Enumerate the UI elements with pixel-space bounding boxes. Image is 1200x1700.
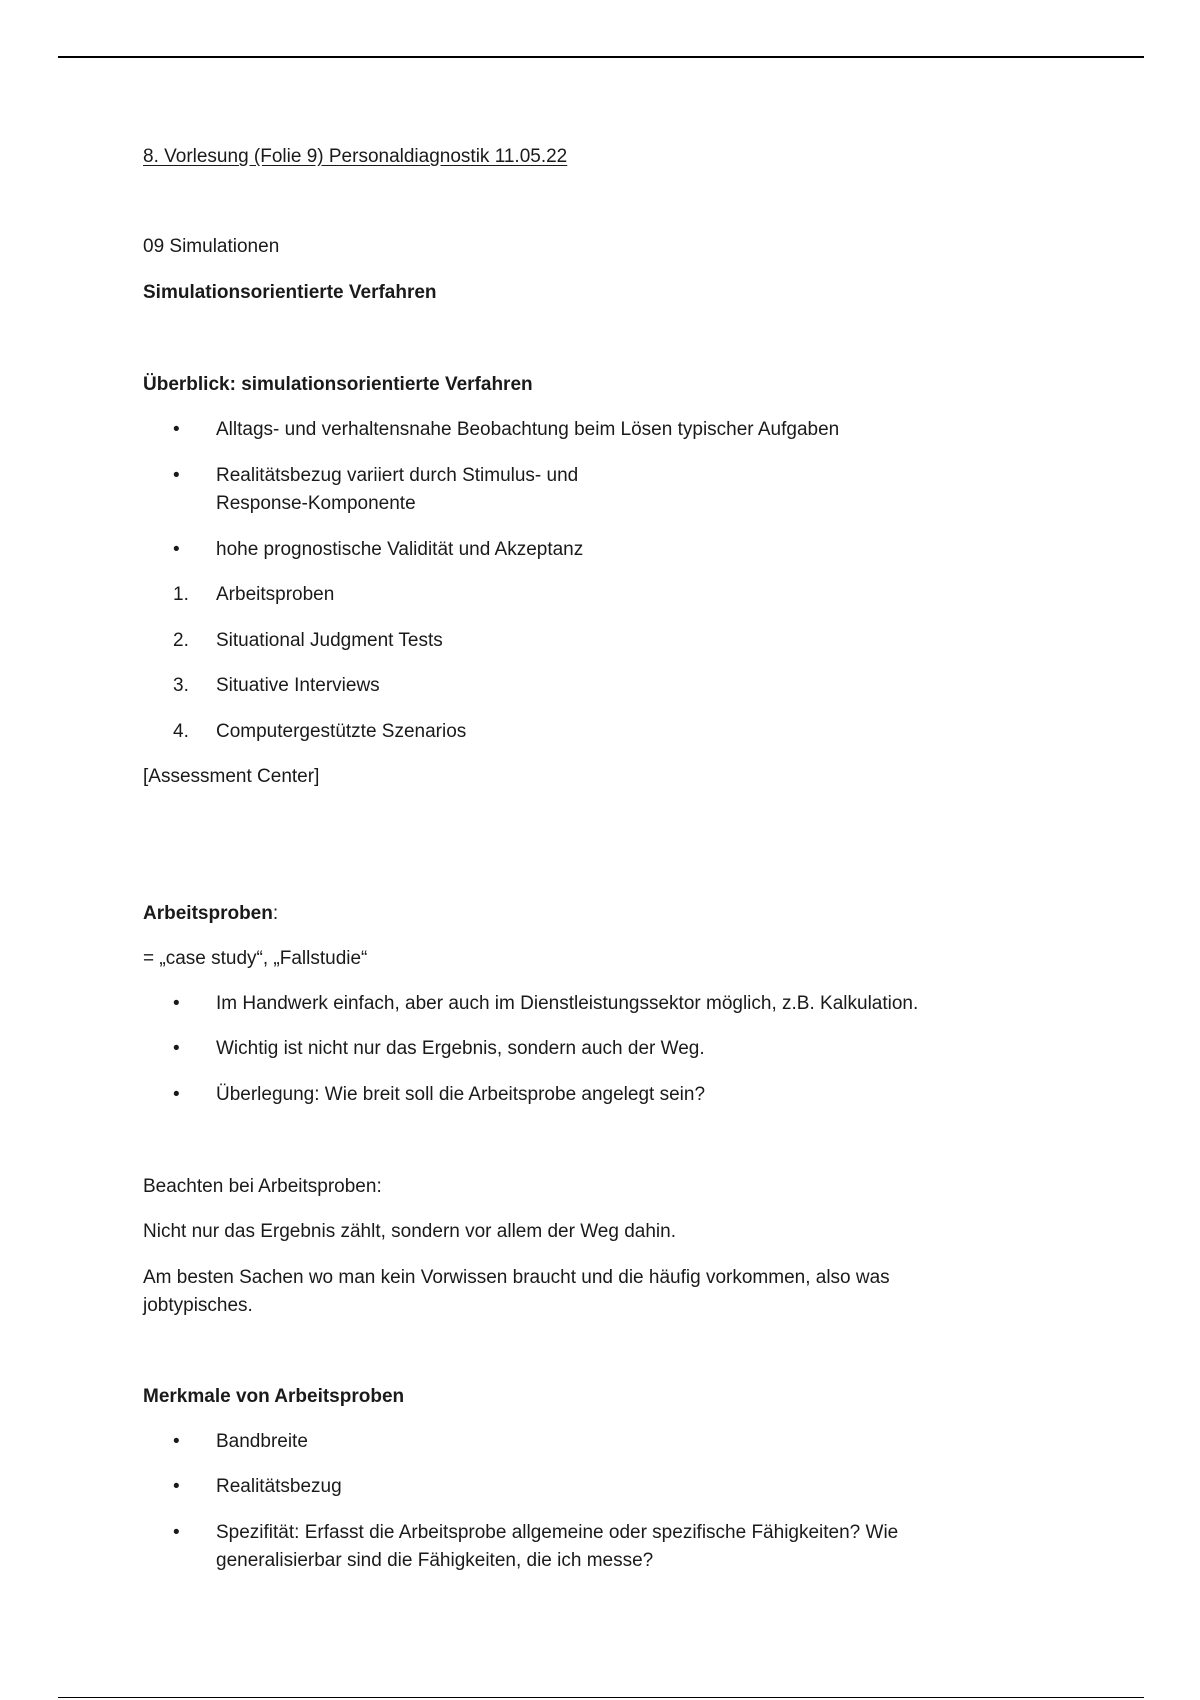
document-title: 8. Vorlesung (Folie 9) Personaldiagnostik 11.05.22 [143,146,568,167]
merkmale-heading: Merkmale von Arbeitsproben [143,1386,405,1407]
bullet-icon: • [173,993,180,1014]
beachten-paragraph: Am besten Sachen wo man kein Vorwissen braucht und die häufig vorkommen, also was [143,1267,890,1288]
note-text: [Assessment Center] [143,766,320,787]
bullet-icon: • [173,539,180,560]
header-rule [58,56,1144,58]
bullet-icon: • [173,1476,180,1497]
section-heading: Simulationsorientierte Verfahren [143,282,437,303]
beachten-paragraph-continuation: jobtypisches. [143,1295,253,1316]
bullet-icon: • [173,1084,180,1105]
arbeitsproben-definition: = „case study“, „Fallstudie“ [143,948,368,969]
bullet-icon: • [173,1431,180,1452]
section-label: 09 Simulationen [143,236,280,257]
bullet-icon: • [173,1522,180,1543]
footer-rule [58,1697,1144,1698]
bullet-icon: • [173,1038,180,1059]
bullet-icon: • [173,419,180,440]
beachten-paragraph: Nicht nur das Ergebnis zählt, sondern vor allem der Weg dahin. [143,1221,676,1242]
overview-heading: Überblick: simulationsorientierte Verfahren [143,374,533,395]
bullet-icon: • [173,465,180,486]
arbeitsproben-heading: Arbeitsproben: [143,903,279,924]
beachten-heading: Beachten bei Arbeitsproben: [143,1176,382,1197]
